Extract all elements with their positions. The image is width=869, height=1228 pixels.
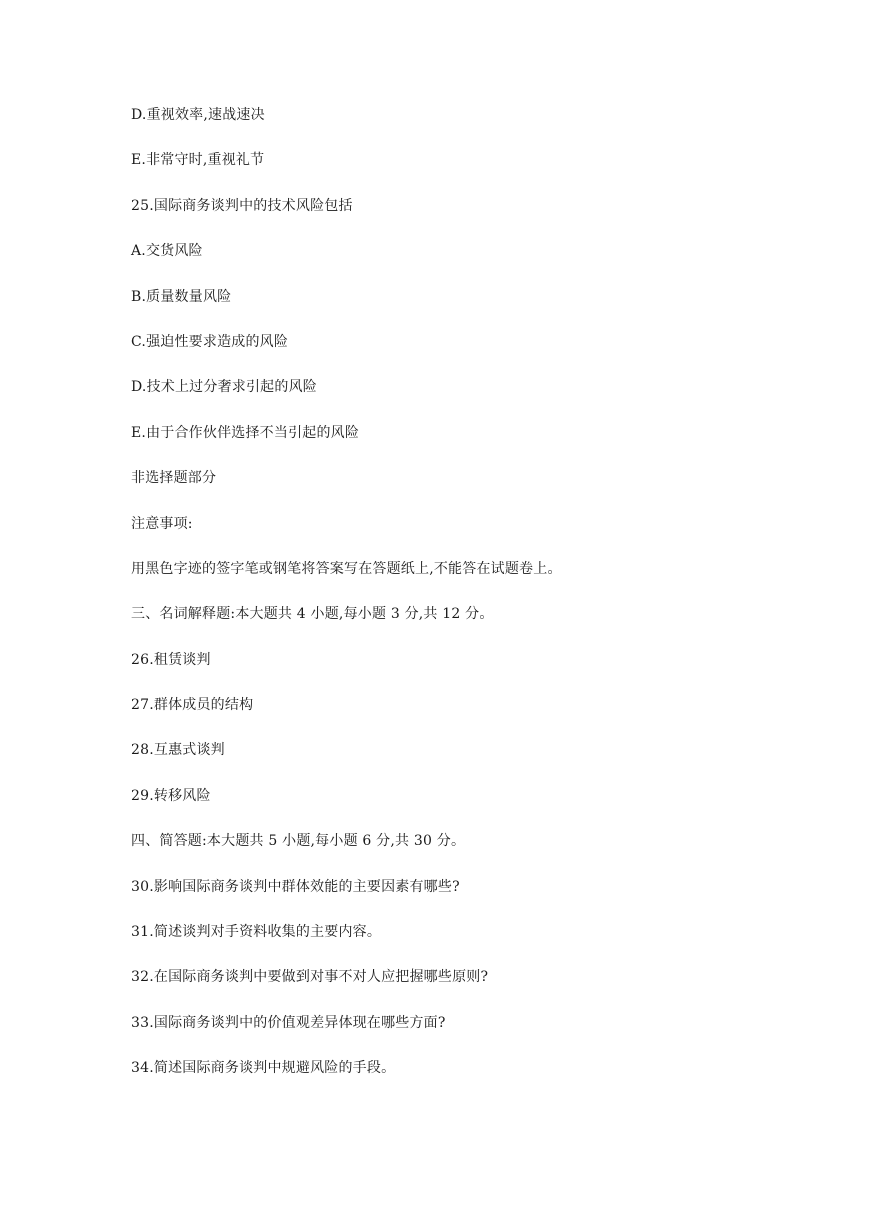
notice-heading: 注意事项: [131, 515, 193, 532]
question-32: 32.在国际商务谈判中要做到对事不对人应把握哪些原则? [131, 969, 489, 986]
option-b-q25: B.质量数量风险 [131, 288, 232, 305]
section-heading-non-choice: 非选择题部分 [131, 470, 217, 487]
question-33: 33.国际商务谈判中的价值观差异体现在哪些方面? [131, 1014, 446, 1031]
question-26: 26.租赁谈判 [131, 651, 211, 668]
option-e-q25: E.由于合作伙伴选择不当引起的风险 [131, 424, 360, 441]
option-d-q25: D.技术上过分奢求引起的风险 [131, 379, 317, 396]
option-c-q25: C.强迫性要求造成的风险 [131, 333, 289, 350]
question-34: 34.简述国际商务谈判中规避风险的手段。 [131, 1060, 396, 1077]
notice-text: 用黑色字迹的签字笔或钢笔将答案写在答题纸上,不能答在试题卷上。 [131, 560, 562, 577]
question-28: 28.互惠式谈判 [131, 742, 225, 759]
question-31: 31.简述谈判对手资料收集的主要内容。 [131, 924, 382, 941]
section-heading-definitions: 三、名词解释题:本大题共 4 小题,每小题 3 分,共 12 分。 [131, 606, 494, 623]
question-27: 27.群体成员的结构 [131, 697, 254, 714]
document-body [131, 105, 831, 1104]
section-heading-short-answer: 四、简答题:本大题共 5 小题,每小题 6 分,共 30 分。 [131, 833, 466, 850]
question-29: 29.转移风险 [131, 787, 211, 804]
option-d-q24: D.重视效率,速战速决 [131, 107, 265, 123]
question-25: 25.国际商务谈判中的技术风险包括 [131, 197, 353, 214]
question-30: 30.影响国际商务谈判中群体效能的主要因素有哪些? [131, 878, 460, 895]
option-a-q25: A.交货风险 [131, 243, 203, 260]
option-e-q24: E.非常守时,重视礼节 [131, 152, 265, 169]
